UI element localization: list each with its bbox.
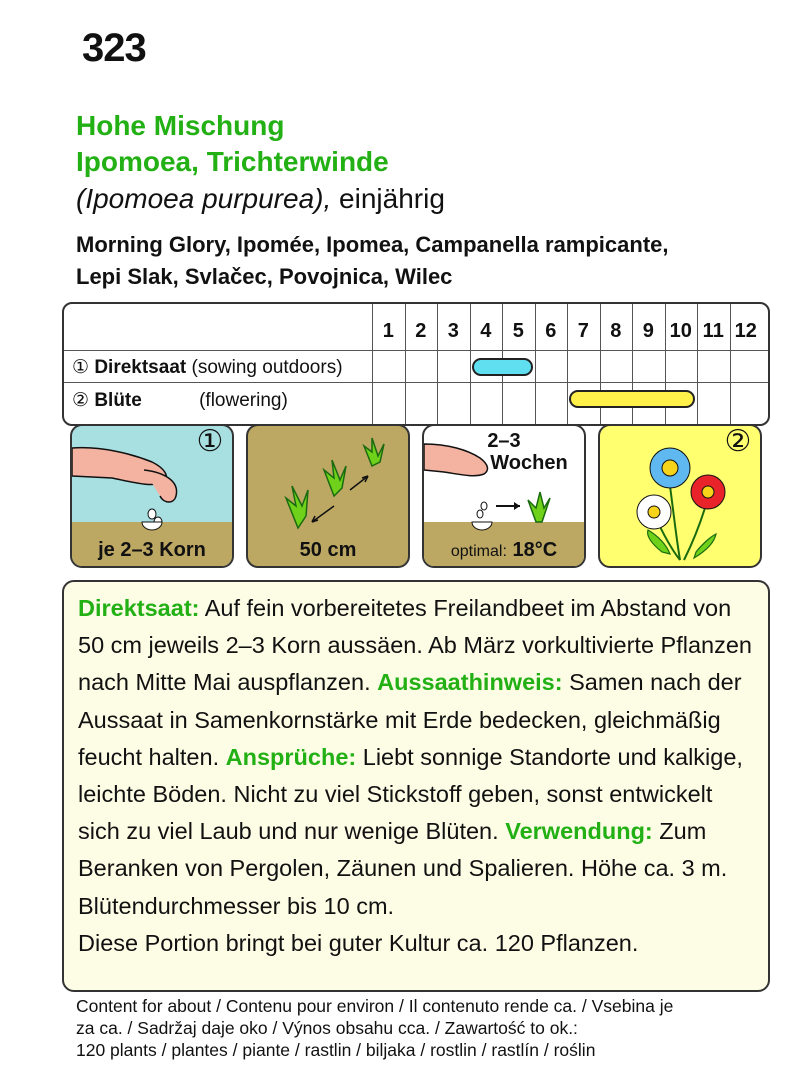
common-names-line-1: Morning Glory, Ipomée, Ipomea, Campanella rampicante, (76, 232, 669, 257)
duration-line-2: Wochen (490, 452, 568, 474)
sowing-quantity-label: je 2–3 Korn (98, 539, 206, 561)
info-text: Auf fein vorbereitetes Freilandbeet im Abstand von 50 cm jeweils 2–3 Korn aussäen. Ab März vorkultivierte Pflanzen nach Mitte Mai auspflanzen. (78, 595, 752, 696)
content-quantity-footer (76, 995, 766, 1061)
month-label: 9 (642, 320, 654, 342)
latin-name-line (76, 183, 445, 215)
sowing-calendar (62, 302, 770, 426)
month-label: 8 (610, 320, 622, 342)
month-label: 6 (545, 320, 557, 342)
keyword-direktsaat: Direktsaat: (78, 595, 200, 621)
product-title: Hohe Mischung (76, 110, 285, 141)
germination-duration (424, 430, 584, 474)
latin-name: (Ipomoea purpurea), (76, 183, 332, 214)
keyword-verwendung: Verwendung: (505, 818, 653, 845)
sowing-period-bar (472, 358, 533, 376)
lifecycle: einjährig (339, 183, 445, 214)
month-label: 3 (447, 320, 459, 342)
info-text: Liebt sonnige Standorte und kalkige, leichte Böden. Nicht zu viel Stickstoff geben, sonst entwickelt sich zu viel Laub und nur wenige Blüten. (78, 743, 743, 845)
row-label: Direktsaat (94, 357, 187, 378)
row-translation: (sowing outdoors) (191, 357, 343, 378)
month-label: 12 (734, 320, 757, 342)
cultivation-info (62, 580, 770, 992)
footer-line-3: 120 plants / plantes / piante / rastlin / biljaka / rostlin / rastlín / roślin (76, 1040, 596, 1060)
calendar-divider (64, 350, 768, 351)
portion-yield: Diese Portion bringt bei guter Kultur ca. 120 Pflanzen. (78, 929, 639, 956)
flowers-icon (600, 426, 760, 566)
product-number: 323 (82, 26, 146, 70)
germination-tile (422, 424, 586, 568)
month-label: 7 (577, 320, 589, 342)
calendar-row-sowing (72, 356, 343, 379)
row-marker: ① (72, 357, 90, 378)
spacing-label: 50 cm (299, 539, 357, 561)
footer-line-2: za ca. / Sadržaj daje oko / Výnos obsahu cca. / Zawartość to ok.: (76, 1018, 578, 1038)
calendar-divider (64, 382, 768, 383)
flowering-period-bar (569, 390, 695, 408)
row-marker: ② (72, 390, 90, 411)
optimal-temperature: 18°C (512, 539, 558, 561)
step-number: ① (196, 425, 224, 458)
step-number: ② (724, 425, 752, 458)
month-label: 2 (415, 320, 427, 342)
spacing-tile (246, 424, 410, 568)
month-label: 1 (382, 320, 394, 342)
product-subtitle: Ipomoea, Trichterwinde (76, 146, 389, 177)
row-translation: (flowering) (199, 390, 288, 411)
flowering-tile (598, 424, 762, 568)
sowing-tile (70, 424, 234, 568)
optimal-prefix: optimal: (450, 543, 507, 560)
month-label: 4 (480, 320, 492, 342)
info-text: Samen nach der Aussaat in Samenkornstärke mit Erde bedecken, gleichmäßig feucht halten. (78, 669, 742, 770)
optimal-temperature-label (424, 539, 584, 562)
footer-line-1: Content for about / Contenu pour environ / Il contenuto rende ca. / Vsebina je (76, 996, 674, 1016)
calendar-row-flowering (72, 389, 288, 412)
month-label: 5 (512, 320, 524, 342)
month-label: 11 (702, 320, 724, 342)
info-text: Zum Beranken von Pergolen, Zäunen und Spalieren. Höhe ca. 3 m. Blütendurchmesser bis 10 cm. (78, 818, 728, 919)
duration-line-1: 2–3 (487, 430, 521, 452)
keyword-aussaathinweis: Aussaathinweis: (377, 669, 563, 696)
keyword-ansprueche: Ansprüche: (225, 743, 357, 770)
common-names-line-2: Lepi Slak, Svlačec, Povojnica, Wilec (76, 264, 453, 289)
month-label: 10 (669, 320, 692, 342)
row-label: Blüte (94, 390, 142, 411)
